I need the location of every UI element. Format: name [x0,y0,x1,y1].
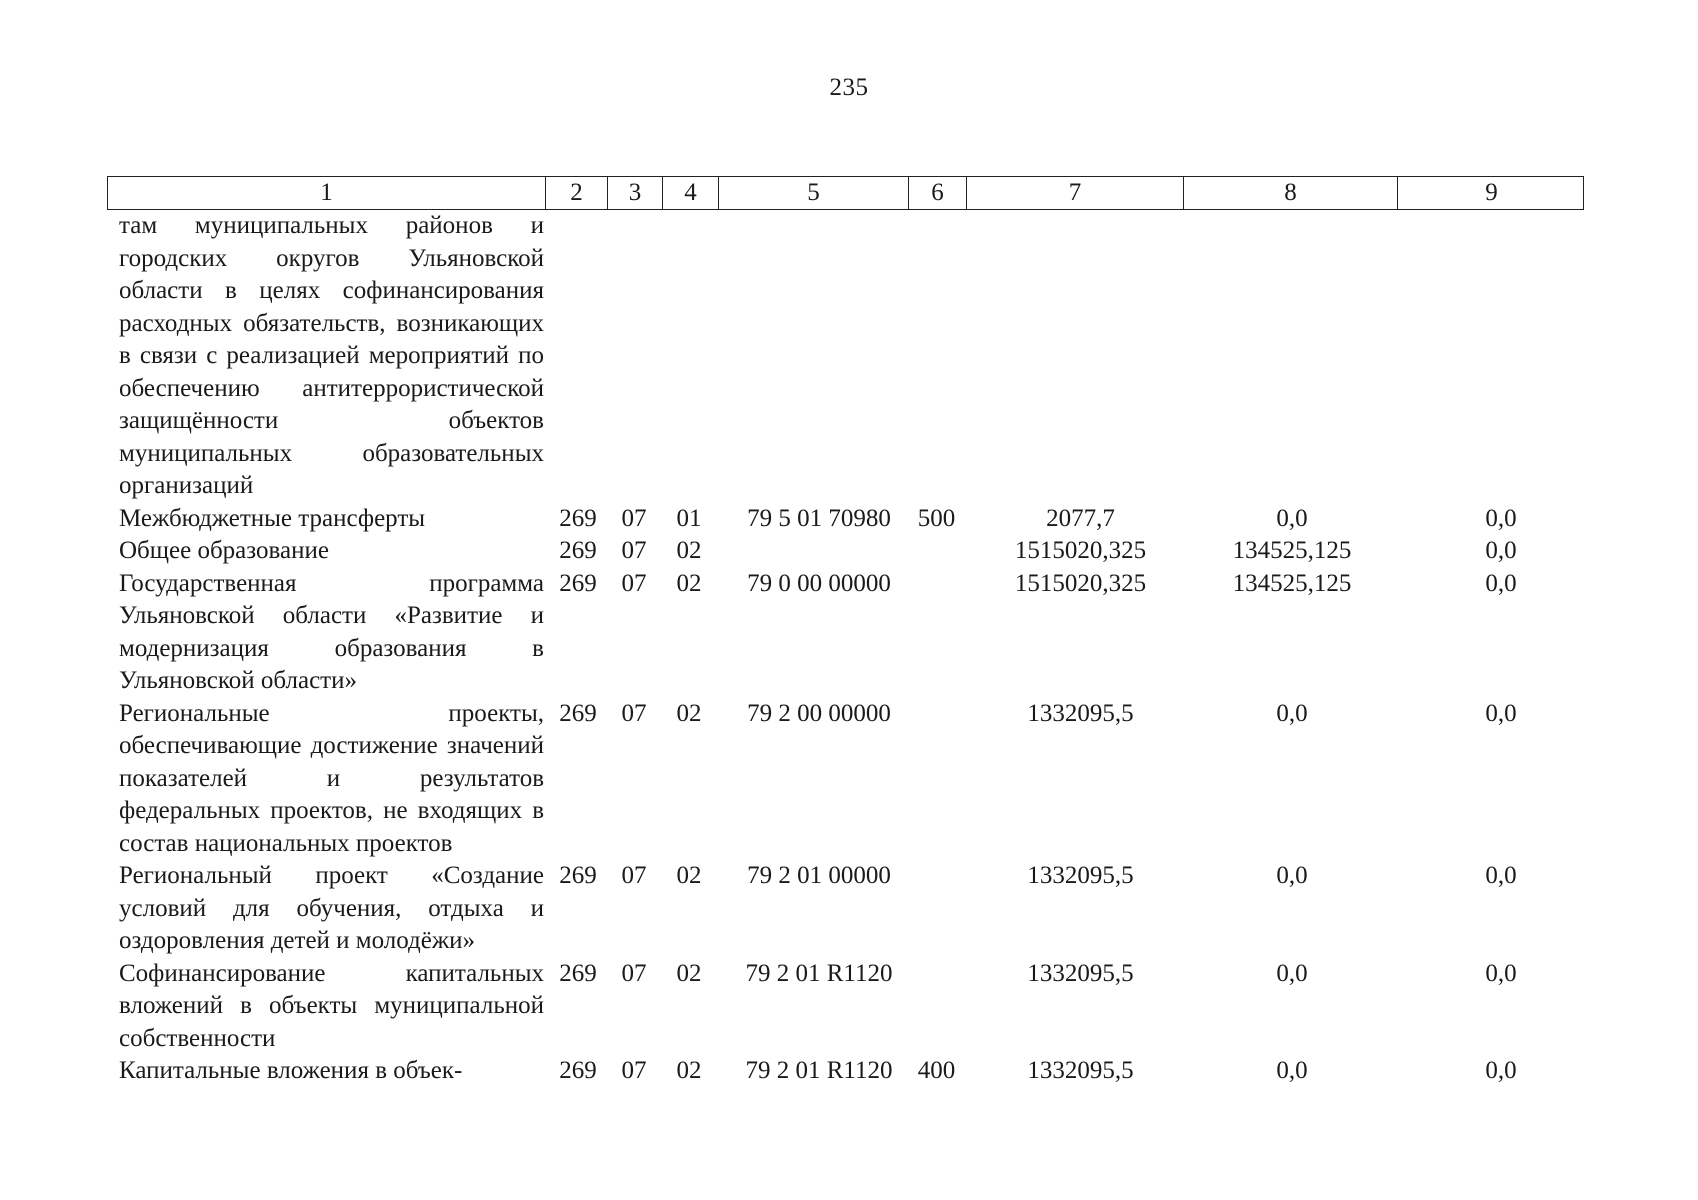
row-name: там муниципальных районов и городских округов Ульяновской области в целях софинансирования расходных обязательств, возникающих в связи с реализацией мероприятий по обеспечению антитеррористической защищённости объектов муниципальных образовательных организаций [119,212,544,499]
cell-col9: 0,0 [1485,699,1517,727]
cell-col5: 79 0 00 00000 [747,569,891,597]
table-row [107,568,1584,698]
page-number: 235 [829,74,869,101]
cell-col5: 79 2 00 00000 [747,699,891,727]
row-name: Государственная программа Ульяновской области «Развитие и модернизация образования в Ульяновской области» [119,569,544,694]
cell-col7: 1332095,5 [1027,1057,1134,1084]
cell-col4: 02 [676,569,702,597]
header-cell-3: 3 [607,177,662,209]
cell-col5: 79 2 01 R1120 [745,1057,893,1084]
cell-col3: 07 [621,699,647,727]
cell-col9: 0,0 [1485,504,1517,532]
cell-col2: 269 [559,569,597,597]
cell-col8: 134525,125 [1232,537,1352,564]
header-cell-2: 2 [545,177,607,209]
header-cell-4: 4 [662,177,718,209]
cell-col7: 2077,7 [1046,504,1115,532]
cell-col2: 269 [559,504,597,532]
table-row [107,503,1584,536]
cell-col3: 07 [621,1057,647,1084]
table-body [107,210,1584,1088]
table-row [107,958,1584,1056]
table-row [107,698,1584,861]
cell-col7: 1332095,5 [1027,699,1134,727]
cell-col3: 07 [621,862,647,889]
cell-col3: 07 [621,504,647,532]
cell-col9: 0,0 [1485,862,1517,889]
header-cell-6: 6 [908,177,966,209]
cell-col3: 07 [621,959,647,987]
cell-col5: 79 2 01 00000 [747,862,891,889]
cell-col4: 02 [676,959,702,987]
cell-col4: 02 [676,699,702,727]
table-header-row [107,176,1584,210]
header-cell-8: 8 [1183,177,1397,209]
cell-col2: 269 [559,862,597,889]
cell-col7: 1332095,5 [1027,862,1134,889]
cell-col6: 400 [917,1057,956,1084]
row-name: Региональные проекты, обеспечивающие достижение значений показателей и результатов федеральных проектов, не входящих в состав национальных проектов [119,699,544,857]
cell-col7: 1515020,325 [1014,569,1147,597]
cell-col2: 269 [559,1057,597,1084]
row-name: Капитальные вложения в объек- [119,1057,463,1084]
cell-col8: 134525,125 [1232,569,1352,597]
cell-col4: 01 [676,504,702,532]
cell-col8: 0,0 [1276,699,1308,727]
cell-col7: 1332095,5 [1027,959,1134,987]
cell-col8: 0,0 [1276,504,1308,532]
cell-col2: 269 [559,959,597,987]
cell-col2: 269 [559,699,597,727]
cell-col9: 0,0 [1485,1057,1517,1084]
cell-col3: 07 [621,537,647,564]
header-cell-9: 9 [1397,177,1585,209]
row-name: Общее образование [119,537,329,564]
cell-col5: 79 2 01 R1120 [745,959,893,987]
cell-col8: 0,0 [1276,1057,1308,1084]
row-name: Софинансирование капитальных вложений в объекты муниципальной собственности [119,959,544,1052]
table-row [107,860,1584,958]
cell-col2: 269 [559,537,597,564]
cell-col8: 0,0 [1276,959,1308,987]
cell-col8: 0,0 [1276,862,1308,889]
row-name: Региональный проект «Создание условий для обучения, отдыха и оздоровления детей и молодёжи» [119,862,544,954]
cell-col4: 02 [676,537,702,564]
cell-col4: 02 [676,1057,702,1084]
cell-col9: 0,0 [1485,959,1517,987]
row-name: Межбюджетные трансферты [119,504,426,532]
table-row [107,1055,1584,1088]
cell-col7: 1515020,325 [1014,537,1147,564]
table-row [107,535,1584,568]
cell-col9: 0,0 [1485,537,1517,564]
cell-col6: 500 [917,504,956,532]
cell-col4: 02 [676,862,702,889]
header-cell-7: 7 [966,177,1183,209]
cell-col3: 07 [621,569,647,597]
header-cell-1: 1 [320,179,333,206]
table-row [107,210,1584,503]
cell-col5: 79 5 01 70980 [747,504,891,532]
cell-col9: 0,0 [1485,569,1517,597]
header-cell-5: 5 [718,177,908,209]
